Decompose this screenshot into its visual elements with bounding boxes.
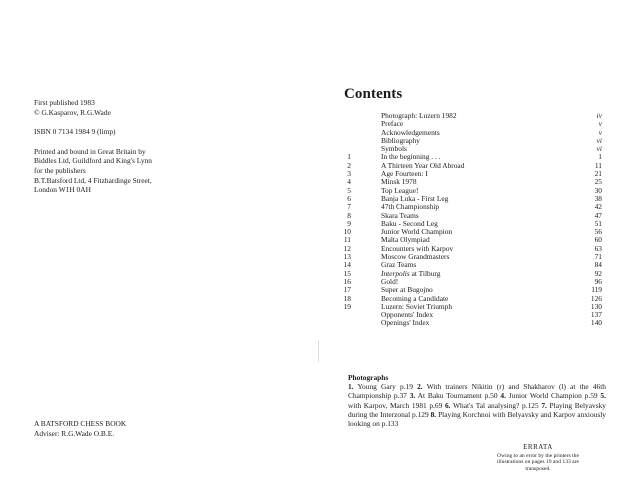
toc-chapter-number: 16 [343,276,351,286]
toc-entry [318,220,608,228]
toc-chapter-number: 13 [343,252,351,262]
toc-entry [318,187,608,195]
toc-entry [318,278,608,286]
series-adviser: Adviser: R.G.Wade O.B.E. [34,428,115,438]
toc-entry [318,295,608,303]
toc-chapter-title: Moscow Grandmasters [381,252,450,262]
toc-entry [318,228,608,236]
toc-chapter-title: Preface [381,119,404,129]
toc-entry [318,162,608,170]
photo-caption-text: Playing Belyavsky during the Interzonal p.129 [348,400,606,419]
photo-caption-text: At Baku Tournament p.50 [417,391,498,401]
toc-page-number: v [598,119,602,129]
toc-entry [318,120,608,128]
toc-chapter-title: In the beginning . . . [381,152,441,162]
toc-page-number: v [598,127,602,137]
toc-chapter-title: Baku - Second Leg [381,218,438,228]
toc-chapter-number: 3 [347,169,351,179]
toc-chapter-number: 19 [343,301,351,311]
toc-entry [318,236,608,244]
toc-chapter-number: 6 [347,193,351,203]
toc-chapter-title: Luzern: Soviet Triumph [381,301,453,311]
toc-page-number: 84 [594,260,602,270]
toc-chapter-number: 8 [347,210,351,220]
toc-page-number: 42 [594,202,602,212]
copyright-line: © G.Kasparov, R.G.Wade [34,107,111,117]
printer-line: London W1H 0AH [34,185,91,195]
toc-page-number: 92 [594,268,602,278]
toc-page-number: 38 [594,193,602,203]
printer-line: Printed and bound in Great Britain by [34,146,146,156]
toc-chapter-number: 4 [347,177,351,187]
toc-page-number: 1 [598,152,602,162]
table-of-contents [318,112,608,328]
contents-title: Contents [344,86,403,102]
photographs-captions [348,382,606,428]
photo-caption-text: with Karpov, March 1981 p.69 [348,400,443,410]
toc-chapter-title: Bibliography [381,135,421,145]
toc-chapter-title: Acknowledgements [381,127,440,137]
toc-page-number: 130 [590,301,602,311]
toc-page-number: 51 [594,218,602,228]
photo-number: 1. [348,382,354,392]
toc-chapter-number: 14 [343,260,351,270]
toc-chapter-number: 10 [343,227,351,237]
toc-page-number: 21 [594,169,602,179]
toc-page-number: 11 [594,160,602,170]
photo-caption [500,391,597,400]
photographs-heading: Photographs [348,373,389,382]
toc-page-number: 30 [594,185,602,195]
toc-chapter-title: Skara Teams [381,210,419,220]
toc-chapter-number: 7 [347,202,351,212]
toc-entry [318,245,608,253]
toc-chapter-number: 2 [347,160,351,170]
photo-caption [410,391,498,400]
toc-entry [318,303,608,311]
toc-chapter-title: Becoming a Candidate [381,293,449,303]
printer-line: for the publishers [34,165,86,175]
toc-page-number: 71 [594,252,602,262]
toc-page-number: 137 [590,310,602,320]
toc-entry [318,319,608,327]
toc-chapter-title: Junior World Champion [381,227,453,237]
toc-entry [318,112,608,120]
toc-entry [318,253,608,261]
first-published: First published 1983 [34,98,95,107]
photo-number: 3. [409,391,416,401]
toc-entry [318,145,608,153]
toc-page-number: 126 [590,293,602,303]
toc-page-number: 47 [594,210,602,220]
toc-entry [318,129,608,137]
photo-caption [445,401,539,410]
toc-entry [318,178,608,186]
photo-number: 5. [600,391,606,401]
toc-page-number: 25 [594,177,602,187]
toc-chapter-number: 18 [343,293,351,303]
left-page [0,0,318,502]
photo-number: 4. [500,391,506,401]
toc-chapter-title: Age Fourteen: I [381,169,428,179]
toc-entry [318,270,608,278]
toc-chapter-title: Symbols [381,144,407,154]
toc-chapter-title: Opponents' Index [381,310,434,320]
toc-chapter-number: 1 [347,152,351,162]
photo-caption-text: Young Gary p.19 [357,382,413,392]
toc-entry [318,212,608,220]
photo-caption-text: What's Tal analysing? p.125 [453,400,539,410]
toc-chapter-number: 11 [343,235,351,245]
toc-entry [318,311,608,319]
photo-number: 6. [444,400,451,410]
toc-chapter-title: Openings' Index [381,318,430,328]
photo-caption-text: Junior World Champion p.59 [508,391,598,401]
toc-page-number: 56 [594,227,602,237]
toc-page-number: vi [596,135,602,145]
imprint-block [34,98,294,195]
toc-chapter-title: Graz Teams [381,260,417,270]
toc-page-number: 60 [594,235,602,245]
toc-entry [318,170,608,178]
errata-note [470,444,606,472]
toc-chapter-title: Top League! [381,185,419,195]
toc-page-number: 119 [591,285,602,295]
photo-caption-text: With trainers Nikitin (r) and Shakharov (l) at the 46th Championship p.37 [348,382,607,401]
toc-entry [318,137,608,145]
toc-chapter-number: 9 [347,218,351,228]
toc-chapter-number: 5 [347,185,351,195]
right-page [318,0,638,502]
toc-chapter-title: 47th Championship [381,202,440,212]
errata-line: transposed. [525,465,551,472]
series-name: A BATSFORD CHESS BOOK [34,419,127,428]
toc-entry [318,286,608,294]
toc-page-number: vi [596,144,602,154]
toc-chapter-number: 15 [343,268,351,278]
toc-chapter-number: 12 [343,243,351,253]
photo-number: 7. [541,400,547,410]
printer-line: B.T.Batsford Ltd, 4 Fitzhardinge Street, [34,175,152,185]
series-block [34,419,126,438]
photographs-list [348,373,606,428]
errata-heading: ERRATA [523,443,553,451]
toc-page-number: 96 [594,276,602,286]
toc-chapter-title: Encounters with Karpov [381,243,454,253]
toc-page-number: iv [596,111,602,120]
toc-chapter-title: Malta Olympiad [381,235,430,245]
toc-entry [318,261,608,269]
toc-chapter-title: Super at Bugojno [381,285,433,295]
toc-page-number: 140 [590,318,602,328]
isbn-line: ISBN 0 7134 1984 9 (limp) [34,127,116,137]
toc-chapter-title: Gold! [381,276,399,286]
toc-chapter-title: Banja Luka - First Leg [381,193,449,203]
toc-chapter-title: A Thirteen Year Old Abroad [381,160,465,170]
photo-number: 8. [430,409,437,419]
toc-entry [318,195,608,203]
toc-chapter-title: Minsk 1978 [381,177,417,187]
toc-entry [318,203,608,211]
printer-line: Biddles Ltd, Guildford and King's Lynn [34,156,152,166]
toc-page-number: 63 [594,243,602,253]
errata-line: Owing to an error by the printers the [497,452,579,459]
photo-caption-text: Playing Korchnoi with Belyavsky and Karpov anxiously looking on p.133 [348,409,606,429]
photo-caption [348,382,413,391]
errata-line: illustrations on pages 19 and 133 are [496,459,580,466]
photo-number: 2. [417,382,423,392]
toc-chapter-number: 17 [343,285,351,295]
toc-chapter-title: Interpolis at Tilburg [381,268,441,278]
toc-chapter-title: Photograph: Luzern 1982 [381,111,457,120]
